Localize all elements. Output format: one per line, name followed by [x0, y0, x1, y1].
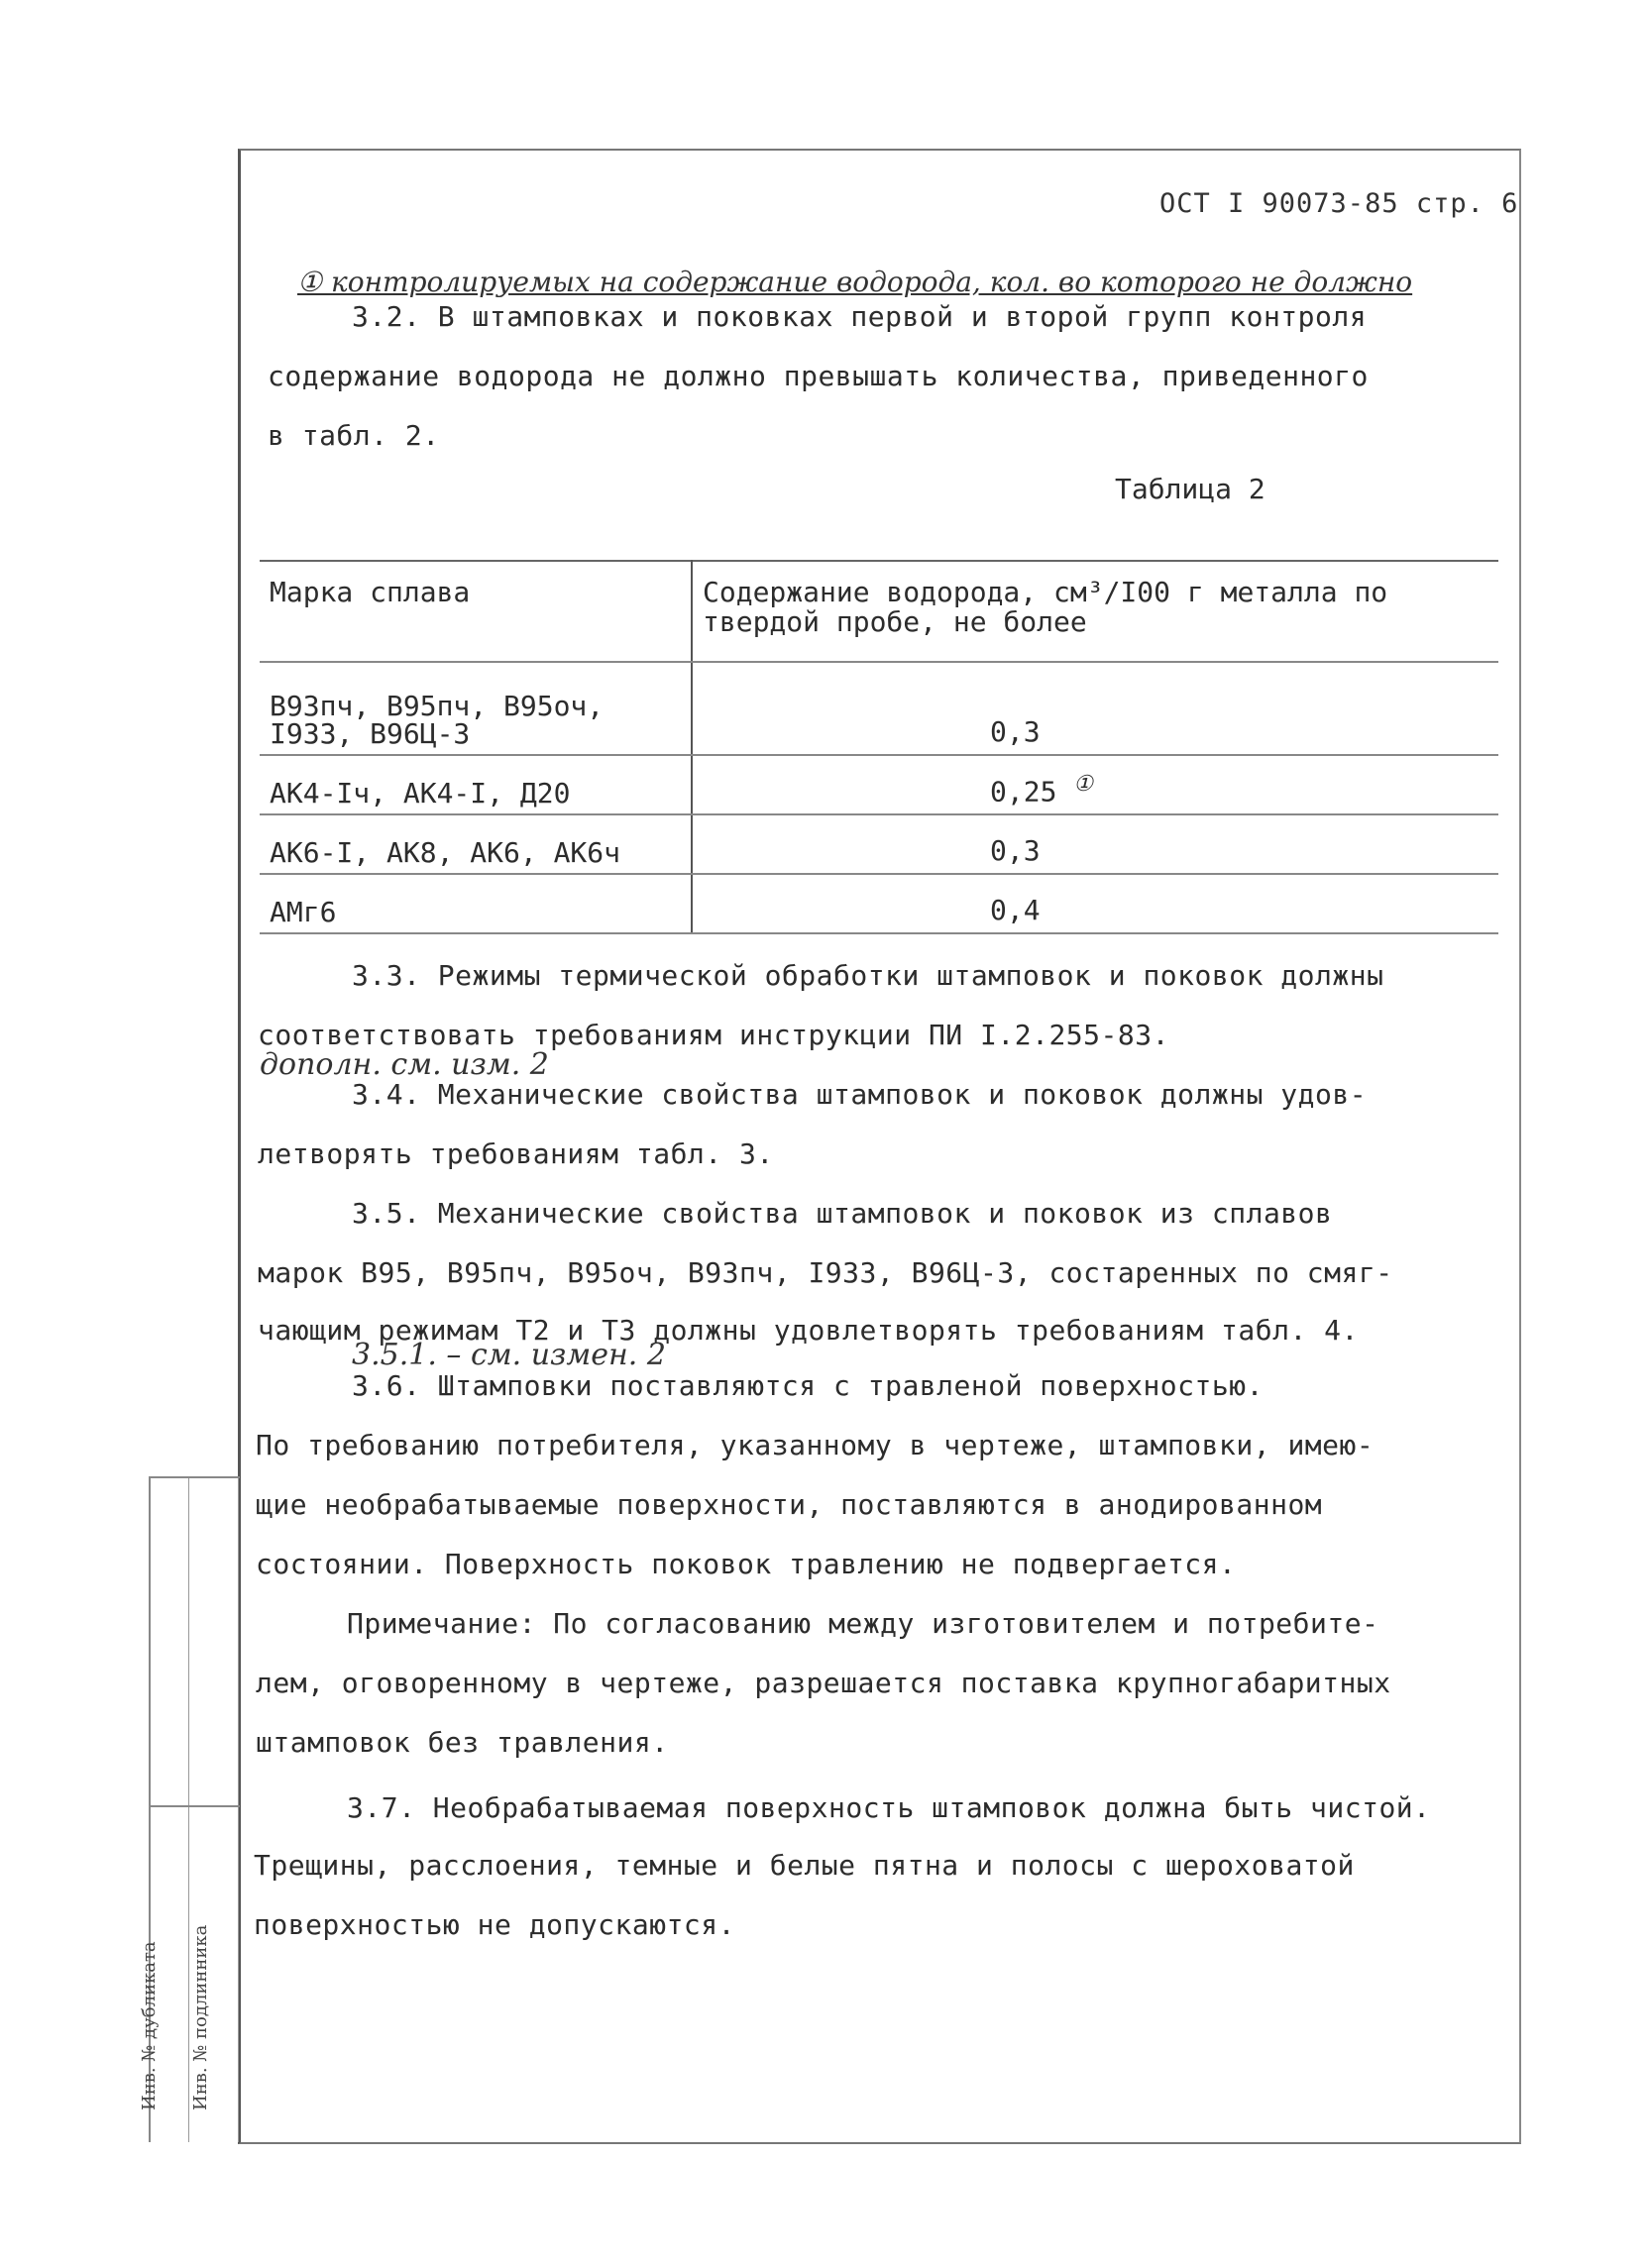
handwritten-note-3-5-1: 3.5.1. – см. измен. 2	[352, 1338, 666, 1372]
para-3-7-line-2: Трещины, расслоения, темные и белые пятна и полосы с шероховатой	[254, 1849, 1355, 1882]
para-3-7-line-1: 3.7. Необрабатываемая поверхность штамповок должна быть чистой.	[347, 1791, 1431, 1824]
para-3-3-line-1: 3.3. Режимы термической обработки штамповок и поковок должны	[352, 959, 1384, 992]
value-cell: 0,3	[692, 814, 1498, 874]
para-3-4-line-2: летворять требованиям табл. 3.	[258, 1137, 774, 1170]
table-2-caption: Таблица 2	[1115, 473, 1265, 505]
para-3-6-line-1: 3.6. Штамповки поставляются с травленой поверхностью.	[352, 1369, 1264, 1402]
alloy-cell: В93пч, В95пч, В95оч, I933, В96Ц-3	[260, 662, 692, 755]
para-3-5-line-1: 3.5. Механические свойства штамповок и поковок из сплавов	[352, 1197, 1333, 1230]
para-3-3-line-2: соответствовать требованиям инструкции ПИ I.2.255-83.	[258, 1019, 1169, 1051]
para-3-6-line-2: По требованию потребителя, указанному в чертеже, штамповки, имею-	[256, 1429, 1375, 1461]
alloy-cell: АК6-I, АК8, АК6, АК6ч	[260, 814, 692, 874]
document-code: ОСТ I 90073-85 стр. 6	[1159, 188, 1519, 219]
para-3-6-line-4: состоянии. Поверхность поковок травлению не подвергается.	[256, 1548, 1237, 1580]
value-cell: 0,3	[692, 662, 1498, 755]
table-2	[260, 560, 1498, 934]
note-line-1: Примечание: По согласованию между изготовителем и потребите-	[347, 1607, 1379, 1640]
note-line-2: лем, оговоренному в чертеже, разрешается поставка крупногабаритных	[256, 1667, 1391, 1699]
para-3-2-line-2: содержание водорода не должно превышать количества, приведенного	[268, 360, 1369, 392]
table-row	[260, 755, 1498, 814]
stamp-divider	[151, 1805, 240, 1807]
handwritten-note-top: ① контролируемых на содержание водорода, кол. во которого не должно	[297, 266, 1413, 298]
para-3-6-line-3: щие необрабатываемые поверхности, поставляются в анодированном	[256, 1488, 1323, 1521]
para-3-7-line-3: поверхностью не допускаются.	[254, 1908, 736, 1941]
table-row	[260, 874, 1498, 933]
para-3-5-line-3: чающим режимам Т2 и Т3 должны удовлетворять требованиям табл. 4.	[258, 1314, 1359, 1347]
table-header-hydrogen: Содержание водорода, см³/I00 г металла по твердой пробе, не более	[692, 561, 1498, 662]
stamp-label-original: Инв. № подлинника	[190, 1924, 211, 2110]
para-3-4-line-1: 3.4. Механические свойства штамповок и поковок должны удов-	[352, 1078, 1368, 1111]
stamp-label-duplicate: Инв. № дубликата	[139, 1941, 160, 2110]
alloy-cell: АМг6	[260, 874, 692, 933]
table-row	[260, 662, 1498, 755]
para-3-2-line-1: 3.2. В штамповках и поковках первой и второй групп контроля	[352, 300, 1368, 333]
para-3-2-line-3: в табл. 2.	[268, 419, 440, 452]
alloy-cell: АК4-Iч, АК4-I, Д20	[260, 755, 692, 814]
table-row	[260, 814, 1498, 874]
value-cell: 0,4	[692, 874, 1498, 933]
table-header-alloy: Марка сплава	[260, 561, 692, 662]
para-3-5-line-2: марок В95, В95пч, В95оч, В93пч, I933, В96Ц-3, состаренных по смяг-	[258, 1256, 1393, 1289]
note-line-3: штамповок без травления.	[256, 1726, 669, 1759]
handwritten-note-3-3: дополн. см. изм. 2	[260, 1047, 549, 1082]
value-cell: 0,25 ①	[692, 755, 1498, 814]
handwritten-mark-1: ①	[1073, 771, 1094, 797]
